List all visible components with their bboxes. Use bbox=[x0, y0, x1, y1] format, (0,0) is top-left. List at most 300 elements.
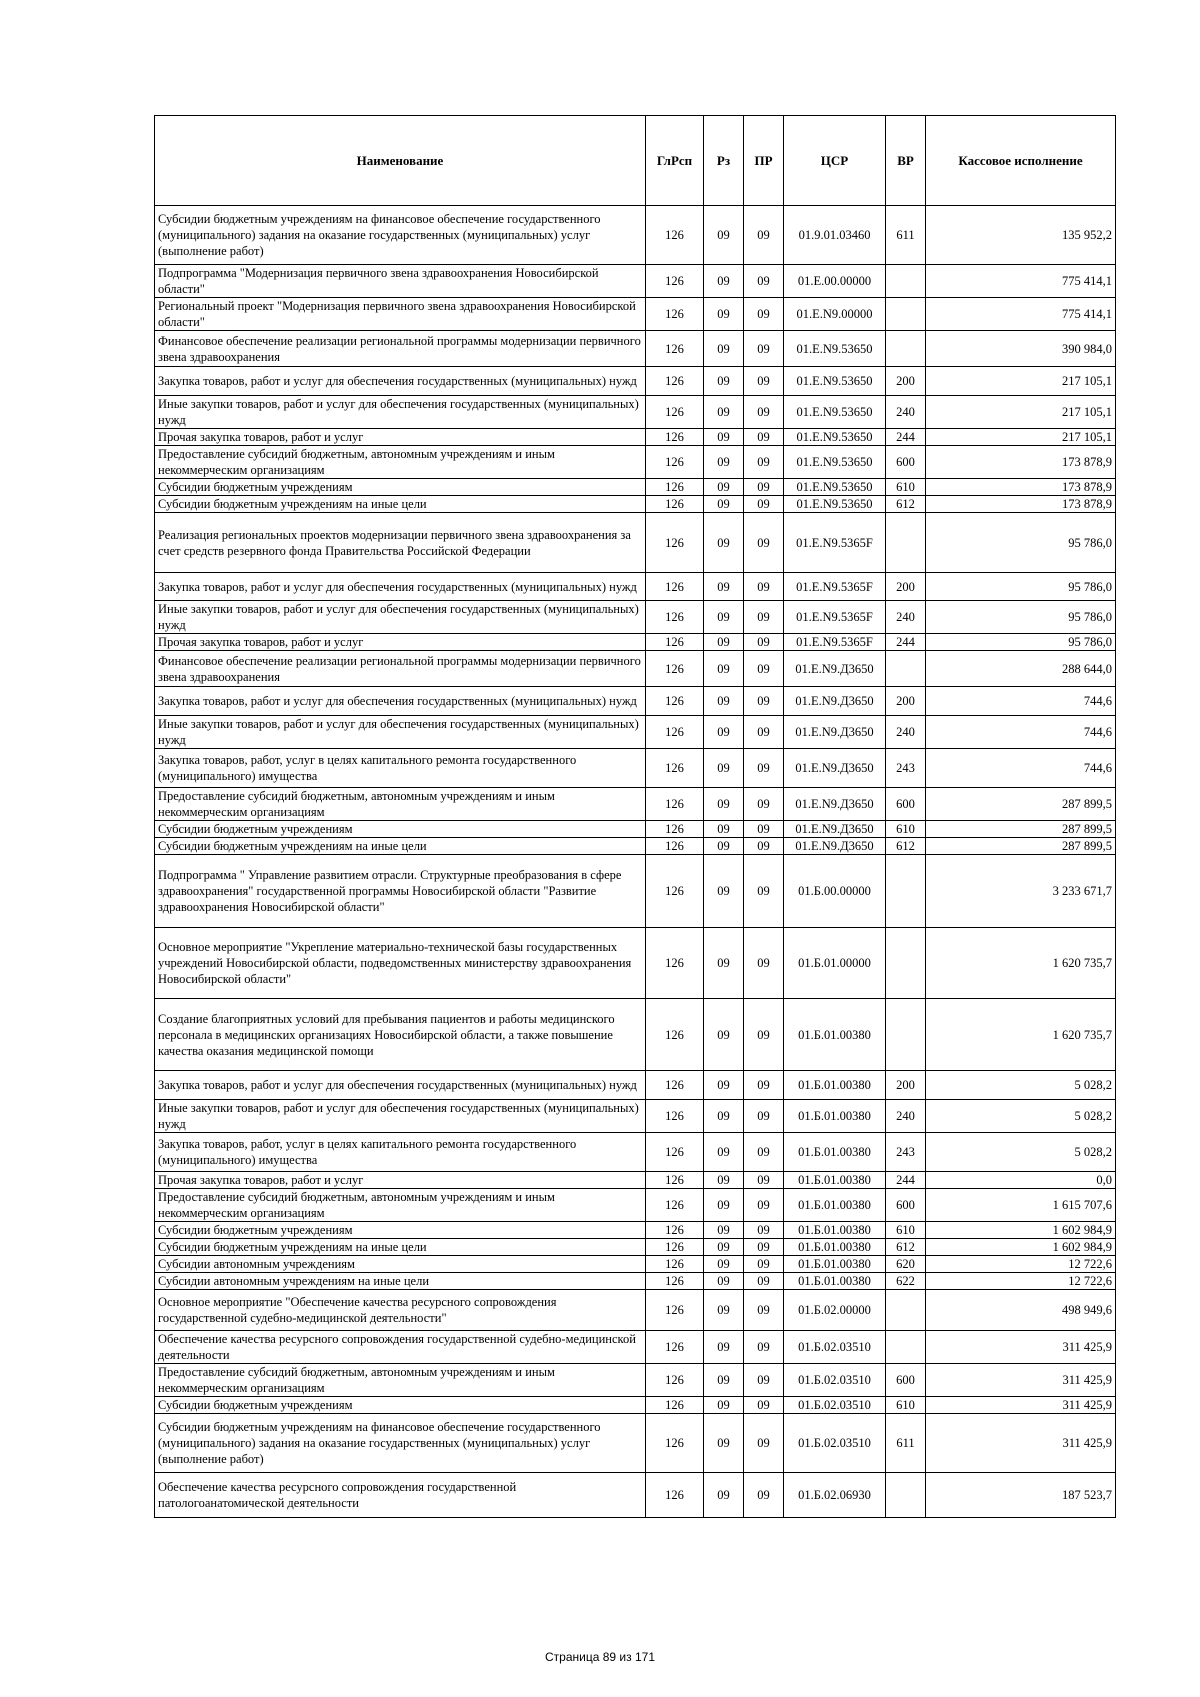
cell-pr: 09 bbox=[744, 479, 784, 496]
cell-rz: 09 bbox=[704, 479, 744, 496]
cell-amount: 311 425,9 bbox=[926, 1364, 1116, 1397]
cell-vr: 600 bbox=[886, 788, 926, 821]
cell-amount: 1 602 984,9 bbox=[926, 1239, 1116, 1256]
cell-name: Подпрограмма " Управление развитием отрасли. Структурные преобразования в сфере здравоохранения" государственной программы Новосибирской области "Развитие здравоохранения Новосибирской области" bbox=[155, 855, 646, 928]
cell-name: Прочая закупка товаров, работ и услуг bbox=[155, 634, 646, 651]
cell-vr: 200 bbox=[886, 573, 926, 601]
cell-name: Основное мероприятие "Обеспечение качества ресурсного сопровождения государственной судебно-медицинской деятельности" bbox=[155, 1290, 646, 1331]
cell-pr: 09 bbox=[744, 331, 784, 367]
cell-name: Закупка товаров, работ, услуг в целях капитального ремонта государственного (муниципального) имущества bbox=[155, 749, 646, 788]
cell-name: Иные закупки товаров, работ и услуг для обеспечения государственных (муниципальных) нужд bbox=[155, 396, 646, 429]
cell-vr: 244 bbox=[886, 1172, 926, 1189]
cell-vr: 243 bbox=[886, 749, 926, 788]
cell-vr: 240 bbox=[886, 716, 926, 749]
table-row bbox=[155, 716, 1116, 749]
cell-csr: 01.E.N9.5365F bbox=[784, 513, 886, 573]
cell-pr: 09 bbox=[744, 298, 784, 331]
cell-rz: 09 bbox=[704, 429, 744, 446]
cell-name: Реализация региональных проектов модернизации первичного звена здравоохранения за счет средств резервного фонда Правительства Российской Федерации bbox=[155, 513, 646, 573]
cell-csr: 01.E.N9.Д3650 bbox=[784, 788, 886, 821]
cell-name: Субсидии бюджетным учреждениям на иные цели bbox=[155, 1239, 646, 1256]
header-rz: Рз bbox=[704, 116, 744, 206]
table-row bbox=[155, 1133, 1116, 1172]
cell-name: Субсидии бюджетным учреждениям bbox=[155, 1397, 646, 1414]
cell-amount: 0,0 bbox=[926, 1172, 1116, 1189]
cell-vr: 200 bbox=[886, 367, 926, 396]
cell-amount: 744,6 bbox=[926, 716, 1116, 749]
table-row bbox=[155, 1273, 1116, 1290]
cell-vr: 611 bbox=[886, 1414, 926, 1473]
cell-glrsp: 126 bbox=[646, 601, 704, 634]
cell-pr: 09 bbox=[744, 206, 784, 265]
cell-vr bbox=[886, 651, 926, 687]
cell-glrsp: 126 bbox=[646, 1331, 704, 1364]
cell-csr: 01.E.N9.Д3650 bbox=[784, 651, 886, 687]
cell-pr: 09 bbox=[744, 513, 784, 573]
cell-rz: 09 bbox=[704, 1256, 744, 1273]
cell-amount: 775 414,1 bbox=[926, 298, 1116, 331]
cell-rz: 09 bbox=[704, 1397, 744, 1414]
cell-vr: 200 bbox=[886, 687, 926, 716]
cell-pr: 09 bbox=[744, 788, 784, 821]
cell-glrsp: 126 bbox=[646, 1397, 704, 1414]
cell-rz: 09 bbox=[704, 1133, 744, 1172]
cell-amount: 135 952,2 bbox=[926, 206, 1116, 265]
cell-glrsp: 126 bbox=[646, 1071, 704, 1100]
table-row bbox=[155, 651, 1116, 687]
cell-rz: 09 bbox=[704, 651, 744, 687]
table-row bbox=[155, 396, 1116, 429]
cell-amount: 498 949,6 bbox=[926, 1290, 1116, 1331]
page-total: 171 bbox=[634, 1650, 656, 1664]
header-vr: ВР bbox=[886, 116, 926, 206]
cell-csr: 01.E.N9.Д3650 bbox=[784, 687, 886, 716]
table-row bbox=[155, 788, 1116, 821]
page-number: 89 bbox=[602, 1650, 617, 1664]
cell-rz: 09 bbox=[704, 496, 744, 513]
cell-amount: 217 105,1 bbox=[926, 367, 1116, 396]
table-row bbox=[155, 513, 1116, 573]
cell-glrsp: 126 bbox=[646, 298, 704, 331]
header-name: Наименование bbox=[155, 116, 646, 206]
cell-vr: 200 bbox=[886, 1071, 926, 1100]
cell-vr: 612 bbox=[886, 1239, 926, 1256]
cell-csr: 01.Б.02.06930 bbox=[784, 1473, 886, 1518]
table-row bbox=[155, 1364, 1116, 1397]
table-row bbox=[155, 749, 1116, 788]
cell-csr: 01.E.N9.53650 bbox=[784, 479, 886, 496]
cell-amount: 1 620 735,7 bbox=[926, 999, 1116, 1071]
cell-pr: 09 bbox=[744, 601, 784, 634]
cell-amount: 217 105,1 bbox=[926, 429, 1116, 446]
cell-pr: 09 bbox=[744, 855, 784, 928]
cell-rz: 09 bbox=[704, 749, 744, 788]
cell-csr: 01.Б.01.00380 bbox=[784, 1273, 886, 1290]
cell-glrsp: 126 bbox=[646, 1290, 704, 1331]
cell-glrsp: 126 bbox=[646, 928, 704, 999]
cell-vr bbox=[886, 855, 926, 928]
cell-pr: 09 bbox=[744, 749, 784, 788]
cell-name: Субсидии бюджетным учреждениям bbox=[155, 821, 646, 838]
cell-vr bbox=[886, 513, 926, 573]
cell-rz: 09 bbox=[704, 1071, 744, 1100]
cell-name: Предоставление субсидий бюджетным, автономным учреждениям и иным некоммерческим организациям bbox=[155, 1364, 646, 1397]
cell-name: Финансовое обеспечение реализации региональной программы модернизации первичного звена здравоохранения bbox=[155, 331, 646, 367]
cell-rz: 09 bbox=[704, 601, 744, 634]
cell-name: Обеспечение качества ресурсного сопровождения государственной судебно-медицинской деятельности bbox=[155, 1331, 646, 1364]
cell-vr: 610 bbox=[886, 1222, 926, 1239]
cell-glrsp: 126 bbox=[646, 634, 704, 651]
cell-glrsp: 126 bbox=[646, 446, 704, 479]
cell-rz: 09 bbox=[704, 1222, 744, 1239]
cell-glrsp: 126 bbox=[646, 1273, 704, 1290]
cell-csr: 01.E.N9.53650 bbox=[784, 446, 886, 479]
cell-pr: 09 bbox=[744, 1473, 784, 1518]
cell-rz: 09 bbox=[704, 1290, 744, 1331]
cell-glrsp: 126 bbox=[646, 999, 704, 1071]
cell-pr: 09 bbox=[744, 446, 784, 479]
cell-name: Подпрограмма "Модернизация первичного звена здравоохранения Новосибирской области" bbox=[155, 265, 646, 298]
cell-vr bbox=[886, 298, 926, 331]
cell-name: Субсидии бюджетным учреждениям bbox=[155, 1222, 646, 1239]
cell-csr: 01.Б.01.00380 bbox=[784, 1256, 886, 1273]
cell-pr: 09 bbox=[744, 1256, 784, 1273]
cell-name: Субсидии бюджетным учреждениям на иные цели bbox=[155, 838, 646, 855]
cell-rz: 09 bbox=[704, 396, 744, 429]
cell-rz: 09 bbox=[704, 1331, 744, 1364]
cell-vr: 611 bbox=[886, 206, 926, 265]
header-amount: Кассовое исполнение bbox=[926, 116, 1116, 206]
cell-glrsp: 126 bbox=[646, 367, 704, 396]
cell-csr: 01.Б.01.00380 bbox=[784, 1133, 886, 1172]
table-row bbox=[155, 999, 1116, 1071]
cell-glrsp: 126 bbox=[646, 206, 704, 265]
cell-csr: 01.Б.01.00380 bbox=[784, 1222, 886, 1239]
table-row bbox=[155, 601, 1116, 634]
cell-glrsp: 126 bbox=[646, 716, 704, 749]
cell-rz: 09 bbox=[704, 716, 744, 749]
cell-rz: 09 bbox=[704, 788, 744, 821]
cell-amount: 775 414,1 bbox=[926, 265, 1116, 298]
cell-vr: 622 bbox=[886, 1273, 926, 1290]
header-csr: ЦСР bbox=[784, 116, 886, 206]
cell-vr: 600 bbox=[886, 1189, 926, 1222]
cell-csr: 01.E.N9.Д3650 bbox=[784, 838, 886, 855]
cell-csr: 01.Б.02.03510 bbox=[784, 1397, 886, 1414]
cell-amount: 187 523,7 bbox=[926, 1473, 1116, 1518]
cell-name: Прочая закупка товаров, работ и услуг bbox=[155, 1172, 646, 1189]
cell-amount: 311 425,9 bbox=[926, 1331, 1116, 1364]
of-label: из bbox=[619, 1650, 632, 1664]
cell-vr bbox=[886, 928, 926, 999]
cell-amount: 12 722,6 bbox=[926, 1273, 1116, 1290]
cell-glrsp: 126 bbox=[646, 1256, 704, 1273]
cell-csr: 01.E.N9.Д3650 bbox=[784, 716, 886, 749]
cell-vr: 600 bbox=[886, 1364, 926, 1397]
cell-pr: 09 bbox=[744, 429, 784, 446]
cell-amount: 5 028,2 bbox=[926, 1100, 1116, 1133]
cell-amount: 173 878,9 bbox=[926, 479, 1116, 496]
cell-vr: 620 bbox=[886, 1256, 926, 1273]
cell-glrsp: 126 bbox=[646, 749, 704, 788]
cell-vr: 600 bbox=[886, 446, 926, 479]
table-row bbox=[155, 1100, 1116, 1133]
cell-vr: 244 bbox=[886, 634, 926, 651]
table-row bbox=[155, 265, 1116, 298]
cell-rz: 09 bbox=[704, 367, 744, 396]
cell-amount: 95 786,0 bbox=[926, 573, 1116, 601]
cell-name: Региональный проект "Модернизация первичного звена здравоохранения Новосибирской области" bbox=[155, 298, 646, 331]
cell-rz: 09 bbox=[704, 206, 744, 265]
cell-amount: 3 233 671,7 bbox=[926, 855, 1116, 928]
cell-name: Субсидии бюджетным учреждениям на иные цели bbox=[155, 496, 646, 513]
cell-glrsp: 126 bbox=[646, 821, 704, 838]
cell-pr: 09 bbox=[744, 1414, 784, 1473]
cell-rz: 09 bbox=[704, 1473, 744, 1518]
cell-rz: 09 bbox=[704, 999, 744, 1071]
cell-vr bbox=[886, 331, 926, 367]
cell-rz: 09 bbox=[704, 821, 744, 838]
budget-table bbox=[154, 115, 1116, 1518]
cell-amount: 744,6 bbox=[926, 687, 1116, 716]
cell-pr: 09 bbox=[744, 999, 784, 1071]
cell-rz: 09 bbox=[704, 331, 744, 367]
cell-vr: 610 bbox=[886, 479, 926, 496]
cell-pr: 09 bbox=[744, 396, 784, 429]
cell-name: Закупка товаров, работ и услуг для обеспечения государственных (муниципальных) нужд bbox=[155, 687, 646, 716]
cell-csr: 01.E.N9.5365F bbox=[784, 573, 886, 601]
cell-rz: 09 bbox=[704, 573, 744, 601]
cell-rz: 09 bbox=[704, 687, 744, 716]
cell-pr: 09 bbox=[744, 1222, 784, 1239]
cell-pr: 09 bbox=[744, 1189, 784, 1222]
cell-pr: 09 bbox=[744, 496, 784, 513]
page-label: Страница bbox=[544, 1650, 600, 1664]
table-row bbox=[155, 1256, 1116, 1273]
cell-csr: 01.E.N9.53650 bbox=[784, 367, 886, 396]
cell-glrsp: 126 bbox=[646, 1222, 704, 1239]
cell-csr: 01.E.N9.00000 bbox=[784, 298, 886, 331]
cell-name: Субсидии автономным учреждениям bbox=[155, 1256, 646, 1273]
table-row bbox=[155, 298, 1116, 331]
cell-vr: 610 bbox=[886, 821, 926, 838]
cell-amount: 12 722,6 bbox=[926, 1256, 1116, 1273]
cell-pr: 09 bbox=[744, 573, 784, 601]
cell-pr: 09 bbox=[744, 838, 784, 855]
cell-csr: 01.Б.01.00380 bbox=[784, 1071, 886, 1100]
cell-csr: 01.E.N9.Д3650 bbox=[784, 749, 886, 788]
cell-amount: 744,6 bbox=[926, 749, 1116, 788]
table-row bbox=[155, 1290, 1116, 1331]
table-row bbox=[155, 446, 1116, 479]
table-row bbox=[155, 1222, 1116, 1239]
cell-pr: 09 bbox=[744, 1071, 784, 1100]
cell-csr: 01.E.N9.53650 bbox=[784, 496, 886, 513]
cell-amount: 95 786,0 bbox=[926, 513, 1116, 573]
cell-rz: 09 bbox=[704, 1364, 744, 1397]
cell-vr: 612 bbox=[886, 838, 926, 855]
cell-csr: 01.E.N9.53650 bbox=[784, 331, 886, 367]
cell-vr bbox=[886, 1473, 926, 1518]
cell-vr: 240 bbox=[886, 1100, 926, 1133]
table-row bbox=[155, 855, 1116, 928]
cell-name: Основное мероприятие "Укрепление материально-технической базы государственных учреждений Новосибирской области, подведомственных министерству здравоохранения Новосибирской области" bbox=[155, 928, 646, 999]
cell-amount: 390 984,0 bbox=[926, 331, 1116, 367]
table-row bbox=[155, 1071, 1116, 1100]
cell-rz: 09 bbox=[704, 265, 744, 298]
cell-pr: 09 bbox=[744, 1133, 784, 1172]
cell-vr bbox=[886, 999, 926, 1071]
table-row bbox=[155, 928, 1116, 999]
cell-name: Предоставление субсидий бюджетным, автономным учреждениям и иным некоммерческим организациям bbox=[155, 1189, 646, 1222]
cell-glrsp: 126 bbox=[646, 1133, 704, 1172]
cell-vr: 610 bbox=[886, 1397, 926, 1414]
cell-glrsp: 126 bbox=[646, 265, 704, 298]
cell-amount: 5 028,2 bbox=[926, 1071, 1116, 1100]
header-glrsp: ГлРсп bbox=[646, 116, 704, 206]
cell-csr: 01.Б.01.00380 bbox=[784, 1189, 886, 1222]
cell-csr: 01.E.N9.5365F bbox=[784, 634, 886, 651]
table-row bbox=[155, 331, 1116, 367]
cell-glrsp: 126 bbox=[646, 1414, 704, 1473]
cell-name: Предоставление субсидий бюджетным, автономным учреждениям и иным некоммерческим организациям bbox=[155, 446, 646, 479]
cell-glrsp: 126 bbox=[646, 331, 704, 367]
cell-amount: 173 878,9 bbox=[926, 446, 1116, 479]
table-row bbox=[155, 1331, 1116, 1364]
cell-pr: 09 bbox=[744, 1172, 784, 1189]
cell-rz: 09 bbox=[704, 1172, 744, 1189]
cell-glrsp: 126 bbox=[646, 838, 704, 855]
cell-rz: 09 bbox=[704, 634, 744, 651]
cell-amount: 95 786,0 bbox=[926, 634, 1116, 651]
cell-pr: 09 bbox=[744, 634, 784, 651]
cell-glrsp: 126 bbox=[646, 1473, 704, 1518]
cell-amount: 173 878,9 bbox=[926, 496, 1116, 513]
cell-name: Закупка товаров, работ и услуг для обеспечения государственных (муниципальных) нужд bbox=[155, 573, 646, 601]
cell-csr: 01.Б.02.03510 bbox=[784, 1331, 886, 1364]
cell-glrsp: 126 bbox=[646, 429, 704, 446]
cell-glrsp: 126 bbox=[646, 396, 704, 429]
cell-vr bbox=[886, 1331, 926, 1364]
cell-glrsp: 126 bbox=[646, 1172, 704, 1189]
cell-pr: 09 bbox=[744, 651, 784, 687]
table-row bbox=[155, 496, 1116, 513]
cell-csr: 01.Б.01.00000 bbox=[784, 928, 886, 999]
cell-vr: 612 bbox=[886, 496, 926, 513]
cell-amount: 1 620 735,7 bbox=[926, 928, 1116, 999]
cell-pr: 09 bbox=[744, 1100, 784, 1133]
table-row bbox=[155, 687, 1116, 716]
cell-vr: 240 bbox=[886, 601, 926, 634]
cell-glrsp: 126 bbox=[646, 855, 704, 928]
cell-csr: 01.E.N9.53650 bbox=[784, 396, 886, 429]
cell-glrsp: 126 bbox=[646, 788, 704, 821]
cell-csr: 01.Б.01.00380 bbox=[784, 1172, 886, 1189]
cell-csr: 01.E.N9.53650 bbox=[784, 429, 886, 446]
cell-glrsp: 126 bbox=[646, 687, 704, 716]
cell-name: Закупка товаров, работ и услуг для обеспечения государственных (муниципальных) нужд bbox=[155, 367, 646, 396]
cell-pr: 09 bbox=[744, 1397, 784, 1414]
cell-amount: 287 899,5 bbox=[926, 788, 1116, 821]
cell-name: Прочая закупка товаров, работ и услуг bbox=[155, 429, 646, 446]
cell-pr: 09 bbox=[744, 367, 784, 396]
cell-csr: 01.Б.01.00380 bbox=[784, 999, 886, 1071]
table-row bbox=[155, 1473, 1116, 1518]
cell-pr: 09 bbox=[744, 928, 784, 999]
cell-csr: 01.Б.02.03510 bbox=[784, 1364, 886, 1397]
table-row bbox=[155, 479, 1116, 496]
cell-glrsp: 126 bbox=[646, 1100, 704, 1133]
cell-glrsp: 126 bbox=[646, 1239, 704, 1256]
cell-pr: 09 bbox=[744, 716, 784, 749]
cell-name: Предоставление субсидий бюджетным, автономным учреждениям и иным некоммерческим организациям bbox=[155, 788, 646, 821]
table-row bbox=[155, 206, 1116, 265]
cell-name: Субсидии автономным учреждениям на иные цели bbox=[155, 1273, 646, 1290]
cell-name: Обеспечение качества ресурсного сопровождения государственной патологоанатомической деятельности bbox=[155, 1473, 646, 1518]
table-body bbox=[155, 206, 1116, 1518]
cell-rz: 09 bbox=[704, 1273, 744, 1290]
cell-csr: 01.E.N9.Д3650 bbox=[784, 821, 886, 838]
cell-vr bbox=[886, 1290, 926, 1331]
cell-csr: 01.E.00.00000 bbox=[784, 265, 886, 298]
cell-vr bbox=[886, 265, 926, 298]
cell-rz: 09 bbox=[704, 298, 744, 331]
cell-amount: 311 425,9 bbox=[926, 1397, 1116, 1414]
cell-amount: 1 615 707,6 bbox=[926, 1189, 1116, 1222]
cell-csr: 01.Б.01.00380 bbox=[784, 1239, 886, 1256]
cell-rz: 09 bbox=[704, 446, 744, 479]
table-row bbox=[155, 573, 1116, 601]
table-row bbox=[155, 1414, 1116, 1473]
table-row bbox=[155, 821, 1116, 838]
table-row bbox=[155, 838, 1116, 855]
cell-rz: 09 bbox=[704, 1414, 744, 1473]
page-footer bbox=[0, 1650, 1200, 1664]
cell-glrsp: 126 bbox=[646, 1364, 704, 1397]
cell-name: Субсидии бюджетным учреждениям bbox=[155, 479, 646, 496]
cell-vr: 244 bbox=[886, 429, 926, 446]
cell-pr: 09 bbox=[744, 1364, 784, 1397]
cell-pr: 09 bbox=[744, 821, 784, 838]
cell-amount: 287 899,5 bbox=[926, 838, 1116, 855]
cell-glrsp: 126 bbox=[646, 573, 704, 601]
table-row bbox=[155, 1239, 1116, 1256]
cell-glrsp: 126 bbox=[646, 1189, 704, 1222]
table-row bbox=[155, 429, 1116, 446]
cell-pr: 09 bbox=[744, 1239, 784, 1256]
table-row bbox=[155, 1172, 1116, 1189]
cell-rz: 09 bbox=[704, 928, 744, 999]
table-row bbox=[155, 1397, 1116, 1414]
cell-csr: 01.E.N9.5365F bbox=[784, 601, 886, 634]
cell-name: Закупка товаров, работ и услуг для обеспечения государственных (муниципальных) нужд bbox=[155, 1071, 646, 1100]
cell-amount: 95 786,0 bbox=[926, 601, 1116, 634]
cell-pr: 09 bbox=[744, 265, 784, 298]
cell-csr: 01.Б.00.00000 bbox=[784, 855, 886, 928]
cell-csr: 01.Б.02.03510 bbox=[784, 1414, 886, 1473]
cell-amount: 288 644,0 bbox=[926, 651, 1116, 687]
header-pr: ПР bbox=[744, 116, 784, 206]
cell-rz: 09 bbox=[704, 1239, 744, 1256]
cell-glrsp: 126 bbox=[646, 496, 704, 513]
table-header-row bbox=[155, 116, 1116, 206]
cell-vr: 240 bbox=[886, 396, 926, 429]
table-row bbox=[155, 367, 1116, 396]
cell-glrsp: 126 bbox=[646, 513, 704, 573]
cell-csr: 01.Б.02.00000 bbox=[784, 1290, 886, 1331]
cell-amount: 5 028,2 bbox=[926, 1133, 1116, 1172]
cell-glrsp: 126 bbox=[646, 651, 704, 687]
